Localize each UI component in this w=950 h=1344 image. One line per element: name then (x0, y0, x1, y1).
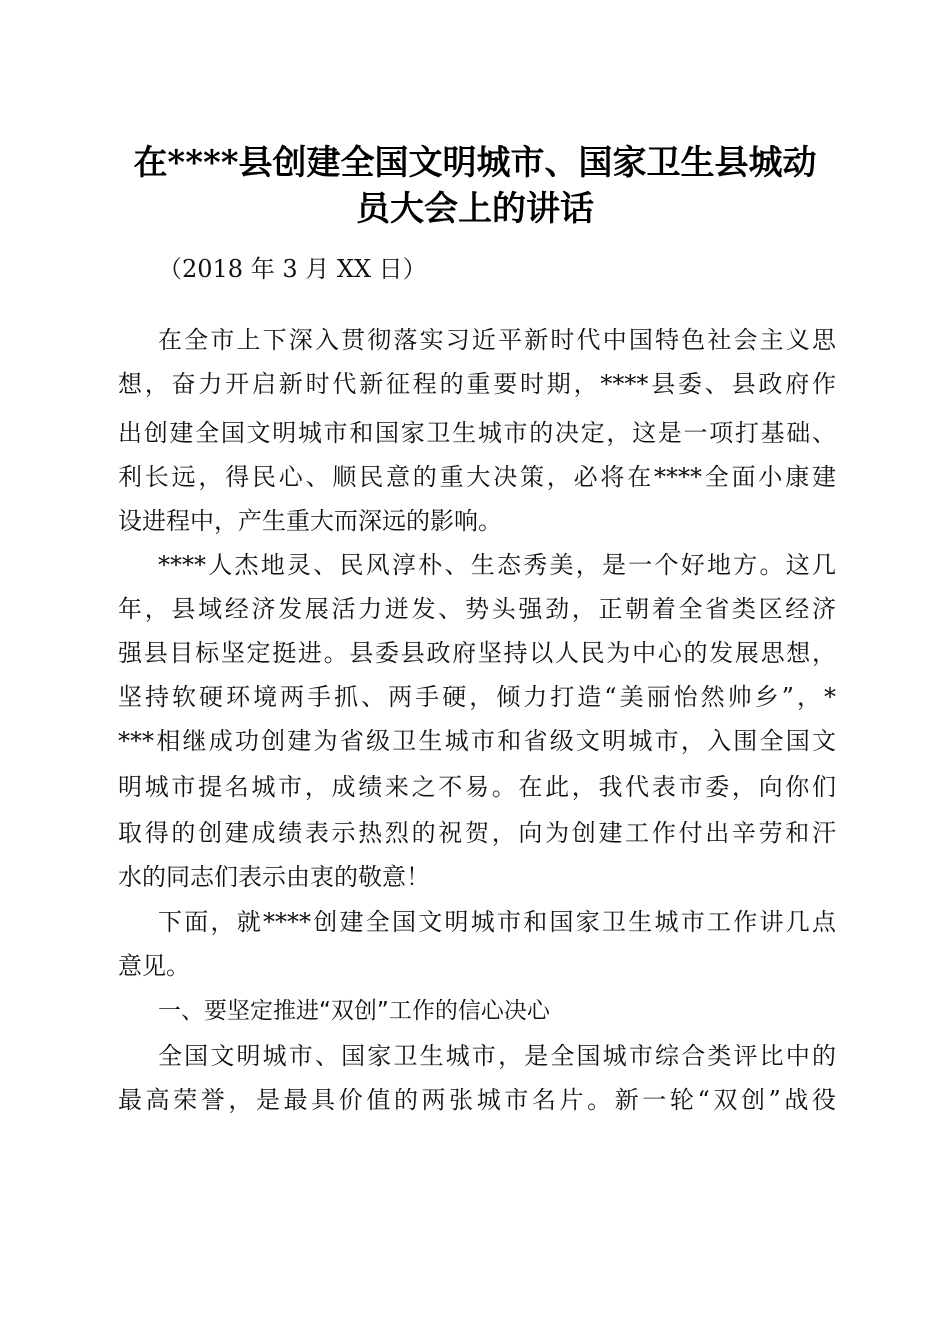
paragraph-1-line-4: 利长远，得民心、顺民意的重大决策，必将在****全面小康建 (118, 463, 836, 491)
paragraph-3-line-2: 意见。 (118, 952, 190, 980)
document-date: （2018 年 3 月 XX 日） (158, 255, 427, 283)
paragraph-4-line-2: 最高荣誉，是最具价值的两张城市名片。新一轮“双创”战役 (118, 1086, 836, 1114)
paragraph-2-line-4: 坚持软硬环境两手抓、两手硬，倾力打造“美丽怡然帅乡”，* (118, 683, 836, 711)
paragraph-1-line-3: 出创建全国文明城市和国家卫生城市的决定，这是一项打基础、 (118, 419, 836, 447)
section-heading-1: 一、要坚定推进“双创”工作的信心决心 (158, 998, 550, 1024)
paragraph-1-line-1: 在全市上下深入贯彻落实习近平新时代中国特色社会主义思 (158, 326, 836, 354)
paragraph-1-line-5: 设进程中，产生重大而深远的影响。 (118, 507, 502, 535)
paragraph-4-line-1: 全国文明城市、国家卫生城市，是全国城市综合类评比中的 (158, 1042, 836, 1070)
paragraph-2-line-6: 明城市提名城市，成绩来之不易。在此，我代表市委，向你们 (118, 773, 836, 801)
paragraph-1-line-2: 想，奋力开启新时代新征程的重要时期，****县委、县政府作 (118, 370, 836, 398)
paragraph-2-line-7: 取得的创建成绩表示热烈的祝贺，向为创建工作付出辛劳和汗 (118, 819, 836, 847)
paragraph-2-line-5: ***相继成功创建为省级卫生城市和省级文明城市，入围全国文 (118, 727, 836, 755)
paragraph-2-line-8: 水的同志们表示由衷的敬意！ (118, 863, 430, 891)
paragraph-3-line-1: 下面，就****创建全国文明城市和国家卫生城市工作讲几点 (158, 908, 836, 936)
paragraph-2-line-2: 年，县域经济发展活力迸发、势头强劲，正朝着全省类区经济 (118, 595, 836, 623)
document-title-line-1: 在****县创建全国文明城市、国家卫生县城动 (133, 143, 817, 183)
paragraph-2-line-1: ****人杰地灵、民风淳朴、生态秀美，是一个好地方。这几 (158, 551, 836, 579)
paragraph-2-line-3: 强县目标坚定挺进。县委县政府坚持以人民为中心的发展思想， (118, 639, 836, 667)
document-title-line-2: 员大会上的讲话 (356, 189, 594, 229)
